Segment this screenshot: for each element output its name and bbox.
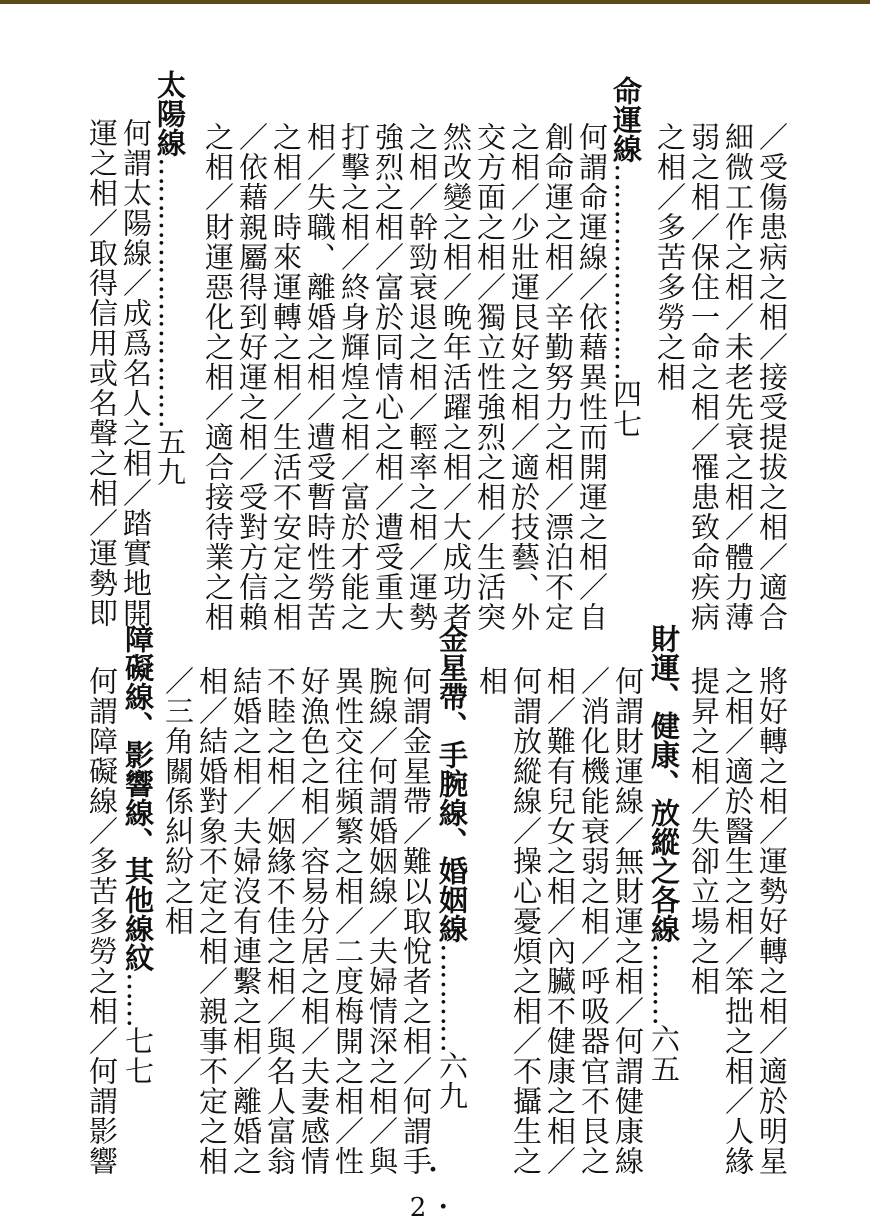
- section-title: 財運、健康、放縱之各線: [647, 624, 681, 943]
- text-column: ／依藉親屬得到好運之相／受對方信賴: [235, 122, 269, 632]
- toc-entry-zaiun[interactable]: [644, 624, 681, 1084]
- text-column: 相: [475, 666, 509, 696]
- page-ref: 七七: [121, 1026, 155, 1086]
- text-column: 之相／財運惡化之相／適合接待業之相: [201, 122, 235, 632]
- text-column: 好漁色之相／容易分居之相／夫妻感情: [297, 666, 331, 1176]
- text-column: 然改變之相／晚年活躍之相／大成功者: [439, 122, 473, 632]
- text-column: 之相／時來運轉之相／生活不安定之相: [269, 122, 303, 632]
- text-column: ／消化機能衰弱之相／呼吸器官不艮之: [577, 666, 611, 1176]
- text-column: 運之相／取得信用或名聲之相／運勢即: [85, 118, 119, 628]
- text-column: ／受傷患病之相／接受提拔之相／適合: [755, 122, 789, 632]
- page-ref: 六五: [647, 1024, 681, 1084]
- toc-entry-shouge[interactable]: [118, 624, 155, 1086]
- page-number: ・2・: [409, 1156, 461, 1223]
- text-column: 相／失職、離婚之相／遭受暫時性勞苦: [303, 122, 337, 632]
- section-title: 障礙線、影響線、其他線紋: [121, 624, 155, 972]
- text-column: 腕線／何謂婚姻線／夫婦情深之相／與: [365, 666, 399, 1176]
- top-border: [0, 0, 870, 4]
- toc-entry-unmei[interactable]: [606, 76, 643, 439]
- section-title: 金星帶、手腕線、婚姻線: [435, 624, 469, 943]
- text-column: 將好轉之相／運勢好轉之相／適於明星: [755, 666, 789, 1176]
- text-column: 提昇之相／失卻立場之相: [687, 666, 721, 996]
- text-column: 異性交往頻繁之相／二度梅開之相／性: [331, 666, 365, 1176]
- text-column: 何謂障礙線／多苦多勞之相／何謂影響: [85, 666, 119, 1176]
- page-ref: 六九: [435, 1051, 469, 1111]
- text-column: 何謂財運線／無財運之相／何謂健康線: [611, 666, 645, 1176]
- text-column: 相／結婚對象不定之相／親事不定之相: [195, 666, 229, 1176]
- text-column: 之相／幹勁衰退之相／輕率之相／運勢: [405, 122, 439, 632]
- text-column: 之相／多苦多勞之相: [653, 122, 687, 392]
- leader-dots: ……………………: [609, 163, 643, 379]
- text-column: 強烈之相／富於同情心之相／遭受重大: [371, 122, 405, 632]
- text-column: 何謂金星帶／難以取悅者之相／何謂手: [399, 666, 433, 1176]
- text-column: 打擊之相／終身輝煌之相／富於才能之: [337, 122, 371, 632]
- toc-entry-kinsei[interactable]: [432, 624, 469, 1111]
- leader-dots: …………: [435, 943, 469, 1051]
- text-column: 何謂命運線／依藉異性而開運之相／自: [575, 122, 609, 632]
- text-column: 弱之相／保住一命之相／罹患致命疾病: [687, 122, 721, 632]
- page-ref: 四七: [609, 379, 643, 439]
- toc-entry-taiyou[interactable]: [150, 70, 187, 487]
- section-title: 太陽線: [153, 70, 187, 157]
- text-column: 之相／適於醫生之相／笨拙之相／人緣: [721, 666, 755, 1176]
- text-column: 之相／少壯運艮好之相／適於技藝、外: [507, 122, 541, 632]
- text-column: 相／難有兒女之相／內臟不健康之相／: [543, 666, 577, 1176]
- page-ref: 五九: [153, 427, 187, 487]
- text-column: 結婚之相／夫婦沒有連繫之相／離婚之: [229, 666, 263, 1176]
- text-column: 何謂放縱線／操心憂煩之相／不攝生之: [509, 666, 543, 1176]
- text-column: ／三角關係糾紛之相: [161, 666, 195, 936]
- text-column: 何謂太陽線／成爲名人之相／踏實地開: [119, 118, 153, 628]
- text-column: 不睦之相／姻緣不佳之相／與名人富翁: [263, 666, 297, 1176]
- text-column: 交方面之相／獨立性強烈之相／生活突: [473, 122, 507, 632]
- text-column: 創命運之相／辛勤努力之相／漂泊不定: [541, 122, 575, 632]
- leader-dots: …………………………: [153, 157, 187, 427]
- leader-dots: ………: [647, 943, 681, 1024]
- text-column: 細微工作之相／未老先衰之相／體力薄: [721, 122, 755, 632]
- leader-dots: ……: [121, 972, 155, 1026]
- section-title: 命運線: [609, 76, 643, 163]
